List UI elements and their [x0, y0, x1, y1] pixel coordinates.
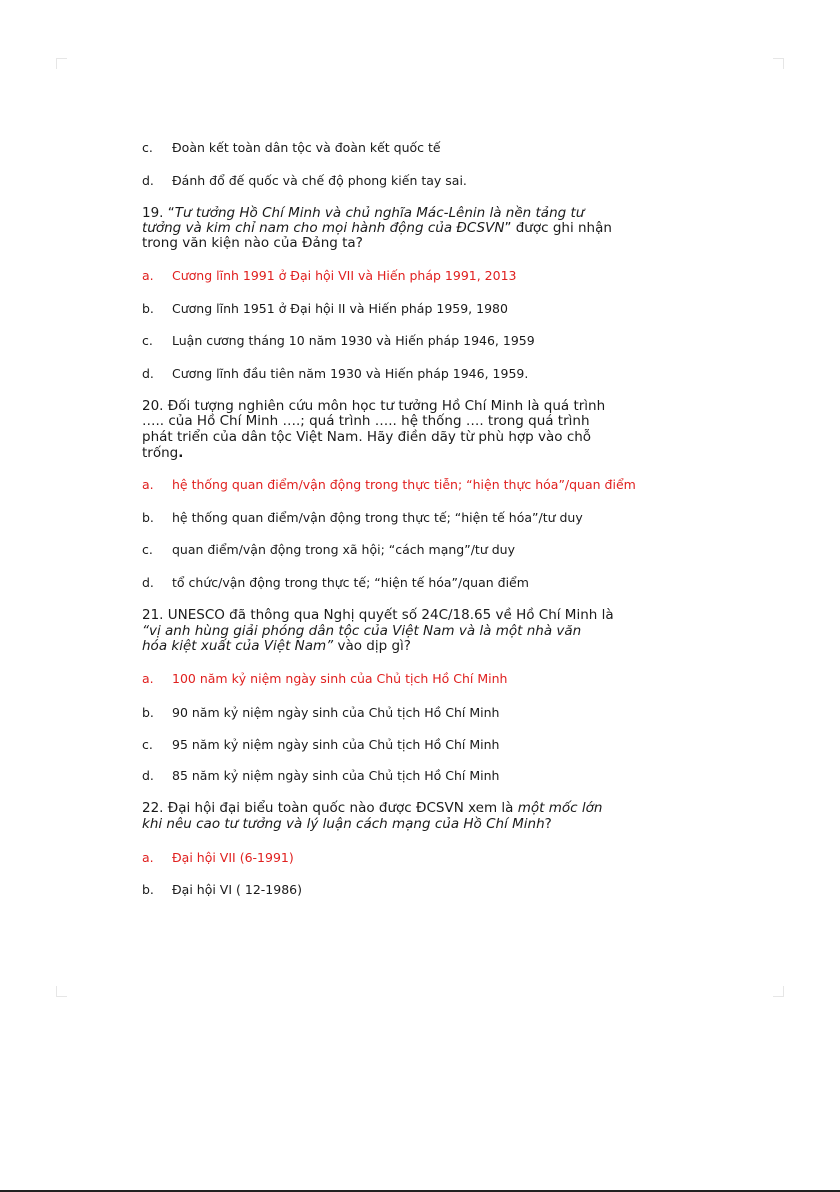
- option-letter: b.: [142, 301, 154, 316]
- q18-option-d: [142, 173, 467, 189]
- q22-suffix: ?: [544, 816, 552, 832]
- q21-quote-part-1: “vị anh hùng giải phóng dân tộc của Việt Nam và là một nhà văn: [142, 623, 582, 639]
- q19-quote-part-2: tưởng và kim chỉ nam cho mọi hành động của ĐCSVN: [142, 220, 505, 236]
- q20-line-4-text: trống: [142, 445, 179, 461]
- q21-quote-part-2: hóa kiệt xuất của Việt Nam”: [142, 638, 334, 654]
- q19-text-line-1: [142, 205, 584, 221]
- q21-option-b: [142, 705, 499, 721]
- option-text: Cương lĩnh 1951 ở Đại hội II và Hiến pháp 1959, 1980: [172, 301, 508, 316]
- q19-prefix: 19. “: [142, 205, 175, 221]
- option-letter: d.: [142, 768, 154, 783]
- option-letter: b.: [142, 510, 154, 525]
- option-text: Luận cương tháng 10 năm 1930 và Hiến pháp 1946, 1959: [172, 333, 535, 348]
- q22-quote-part-1: một mốc lớn: [517, 800, 603, 816]
- q19-option-c: [142, 333, 535, 349]
- q22-text-line-1: [142, 800, 602, 816]
- q20-option-c: [142, 542, 515, 558]
- option-letter: c.: [142, 333, 153, 348]
- option-letter: c.: [142, 737, 153, 752]
- q20-text-line-1: 20. Đối tượng nghiên cứu môn học tư tưởng Hồ Chí Minh là quá trình: [142, 398, 606, 414]
- option-letter: a.: [142, 268, 154, 283]
- q21-text-line-1: 21. UNESCO đã thông qua Nghị quyết số 24C/18.65 về Hồ Chí Minh là: [142, 607, 614, 623]
- q22-option-b: [142, 882, 302, 898]
- q18-option-c: [142, 140, 441, 156]
- q20-option-d: [142, 575, 529, 591]
- option-text: 85 năm kỷ niệm ngày sinh của Chủ tịch Hồ Chí Minh: [172, 768, 500, 783]
- q21-text-line-2: [142, 623, 581, 639]
- q21-option-d: [142, 768, 499, 784]
- option-letter: a.: [142, 850, 154, 865]
- q19-suffix: ” được ghi nhận: [504, 220, 612, 236]
- q19-option-a: [142, 268, 517, 284]
- option-letter: c.: [142, 140, 153, 155]
- q19-text-line-3: trong văn kiện nào của Đảng ta?: [142, 235, 363, 251]
- option-letter: d.: [142, 366, 154, 381]
- option-text: Cương lĩnh đầu tiên năm 1930 và Hiến pháp 1946, 1959.: [172, 366, 529, 381]
- q21-suffix: vào dịp gì?: [333, 638, 411, 654]
- option-letter: b.: [142, 882, 154, 897]
- option-letter: a.: [142, 477, 154, 492]
- option-text: 90 năm kỷ niệm ngày sinh của Chủ tịch Hồ Chí Minh: [172, 705, 500, 720]
- crop-mark-top-left: [56, 58, 67, 69]
- option-text: hệ thống quan điểm/vận động trong thực tiễn; “hiện thực hóa”/quan điểm: [172, 477, 636, 492]
- q21-option-a: [142, 671, 507, 687]
- q22-text-line-2: [142, 816, 552, 832]
- option-text: Đoàn kết toàn dân tộc và đoàn kết quốc tế: [172, 140, 441, 155]
- q21-text-line-3: [142, 638, 411, 654]
- crop-mark-top-right: [773, 58, 784, 69]
- option-text: 100 năm kỷ niệm ngày sinh của Chủ tịch Hồ Chí Minh: [172, 671, 508, 686]
- crop-mark-bottom-left: [56, 986, 67, 997]
- option-text: Cương lĩnh 1991 ở Đại hội VII và Hiến pháp 1991, 2013: [172, 268, 517, 283]
- option-text: Đánh đổ đế quốc và chế độ phong kiến tay sai.: [172, 173, 467, 188]
- q20-text-line-2: ….. của Hồ Chí Minh ….; quá trình ….. hệ thống …. trong quá trình: [142, 413, 590, 429]
- q22-quote-part-2: khi nêu cao tư tưởng và lý luận cách mạng của Hồ Chí Minh: [142, 816, 545, 832]
- option-letter: d.: [142, 173, 154, 188]
- q22-option-a: [142, 850, 294, 866]
- option-text: Đại hội VI ( 12-1986): [172, 882, 302, 897]
- q19-option-d: [142, 366, 528, 382]
- option-text: hệ thống quan điểm/vận động trong thực tế; “hiện tế hóa”/tư duy: [172, 510, 583, 525]
- option-letter: c.: [142, 542, 153, 557]
- q20-text-line-3: phát triển của dân tộc Việt Nam. Hãy điền dãy từ phù hợp vào chỗ: [142, 429, 592, 445]
- q20-line-4-period: .: [178, 445, 184, 461]
- q19-quote-part-1: Tư tưởng Hồ Chí Minh và chủ nghĩa Mác-Lênin là nền tảng tư: [174, 205, 585, 221]
- option-text: quan điểm/vận động trong xã hội; “cách mạng”/tư duy: [172, 542, 515, 557]
- option-text: tổ chức/vận động trong thực tế; “hiện tế hóa”/quan điểm: [172, 575, 529, 590]
- q19-option-b: [142, 301, 508, 317]
- q20-text-line-4: [142, 445, 183, 461]
- option-letter: b.: [142, 705, 154, 720]
- option-text: Đại hội VII (6-1991): [172, 850, 294, 865]
- q20-option-a: [142, 477, 636, 493]
- q20-option-b: [142, 510, 583, 526]
- crop-mark-bottom-right: [773, 986, 784, 997]
- option-text: 95 năm kỷ niệm ngày sinh của Chủ tịch Hồ Chí Minh: [172, 737, 500, 752]
- option-letter: d.: [142, 575, 154, 590]
- q21-option-c: [142, 737, 499, 753]
- q19-text-line-2: [142, 220, 612, 236]
- q22-prefix: 22. Đại hội đại biểu toàn quốc nào được ĐCSVN xem là: [142, 800, 518, 816]
- option-letter: a.: [142, 671, 154, 686]
